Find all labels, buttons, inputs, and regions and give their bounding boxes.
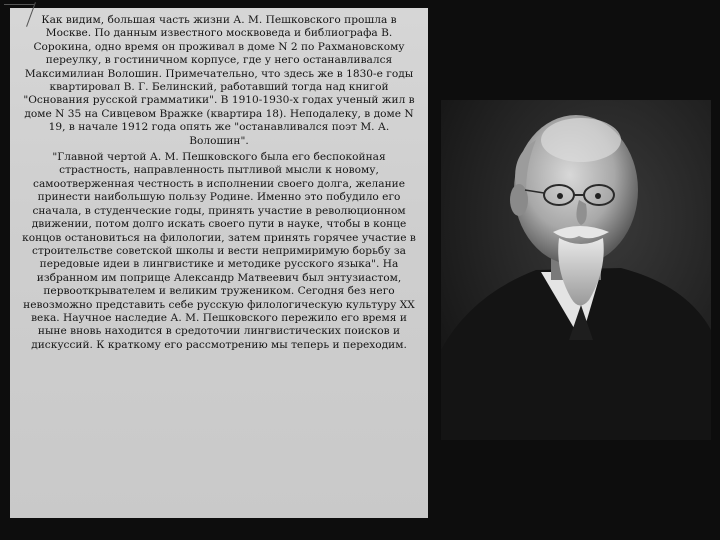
portrait-photo bbox=[441, 100, 711, 440]
paragraph-quote: "Главной чертой А. М. Пешковского была его беспокойная страстность, направленность пытливой мысли к новому, самоотверженная честность в исполнении своего долга, желание принести наибольшую пользу Родине. Именно это побудило его сначала, в студенческие годы, принять участие в революционном движении, потом долго искать своего пути в науке, чтобы в конце концов остановиться на филологии, затем принять горячее участие в строительстве советской школы и вести непримиримую борьбу за передовые идеи в лингвистике и методике русского языка". На избранном им поприще Александр Матвеевич был энтузиастом, первооткрывателем и великим тружеником. Сегодня без него невозможно представить себе русскую филологическую культуру XX века. Научное наследие А. М. Пешковского пережило его время и ныне вновь находится в средоточии лингвистических поисков и дискуссий. К краткому его рассмотрению мы теперь и переходим. bbox=[22, 151, 416, 351]
text-panel bbox=[10, 8, 428, 518]
paragraph-biography: Как видим, большая часть жизни А. М. Пешковского прошла в Москве. По данным известного москвоведа и библиографа В. Сорокина, одно время он проживал в доме N 2 по Рахмановскому переулку, в гостиничном корпусе, где у него останавливался Максимилиан Волошин. Примечательно, что здесь же в 1830-е годы квартировал В. Г. Белинский, работавший тогда над книгой "Основания русской грамматики". В 1910-1930-х годах ученый жил в доме N 35 на Сивцевом Вражке (квартира 18). Неподалеку, в доме N 19, в начале 1912 года опять же "останавливался поэт М. А. Волошин". bbox=[23, 14, 415, 147]
decorative-line-top bbox=[4, 4, 34, 5]
portrait-photo-icon bbox=[441, 100, 711, 440]
